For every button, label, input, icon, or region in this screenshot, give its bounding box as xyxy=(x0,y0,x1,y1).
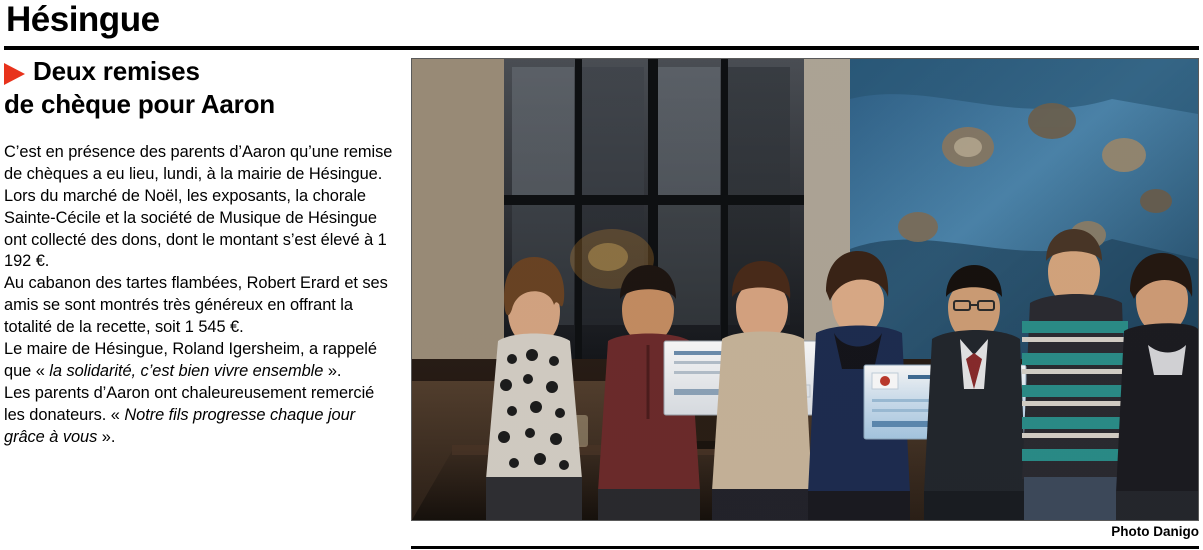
photo-illustration xyxy=(412,59,1198,520)
headline-line-2: de chèque pour Aaron xyxy=(4,88,275,119)
paragraph-1: C’est en présence des parents d’Aaron qu’une remise de chèques a eu lieu, lundi, à la mairie de Hésingue. xyxy=(4,143,393,183)
horizontal-rule-top xyxy=(4,46,1199,50)
photo-credit: Photo Danigo xyxy=(1111,524,1199,539)
horizontal-rule-bottom xyxy=(411,546,1199,549)
headline-line-1: Deux remises xyxy=(33,56,200,86)
paragraph-4 xyxy=(4,339,398,383)
headline-block xyxy=(4,56,394,120)
paragraph-4-quote: la solidarité, c’est bien vivre ensemble xyxy=(49,361,324,380)
paragraph-5 xyxy=(4,383,398,449)
paragraph-4-after: ». xyxy=(323,361,342,380)
paragraph-4-before: Le maire de Hésingue, Roland Igersheim, a rappelé que « xyxy=(4,340,377,380)
paragraph-5-after: ». xyxy=(97,427,116,446)
paragraph-3: Au cabanon des tartes flambées, Robert Erard et ses amis se sont montrés très généreux en offrant la totalité de la recette, soit 1 545 €. xyxy=(4,274,388,337)
paragraph-5-before: Les parents d’Aaron ont chaleureusement remercié les donateurs. « xyxy=(4,383,375,424)
article-body xyxy=(4,142,398,448)
triangle-bullet-icon xyxy=(4,63,25,85)
paragraph-5-quote: Notre fils progresse chaque jour grâce à vous xyxy=(4,405,356,446)
paragraph-2: Lors du marché de Noël, les exposants, la chorale Sainte-Cécile et la société de Musique de Hésingue ont collecté des dons, dont le montant s’est élevé à 1 192 €. xyxy=(4,186,387,271)
locality-heading: Hésingue xyxy=(6,0,160,39)
article-photo xyxy=(411,58,1199,521)
